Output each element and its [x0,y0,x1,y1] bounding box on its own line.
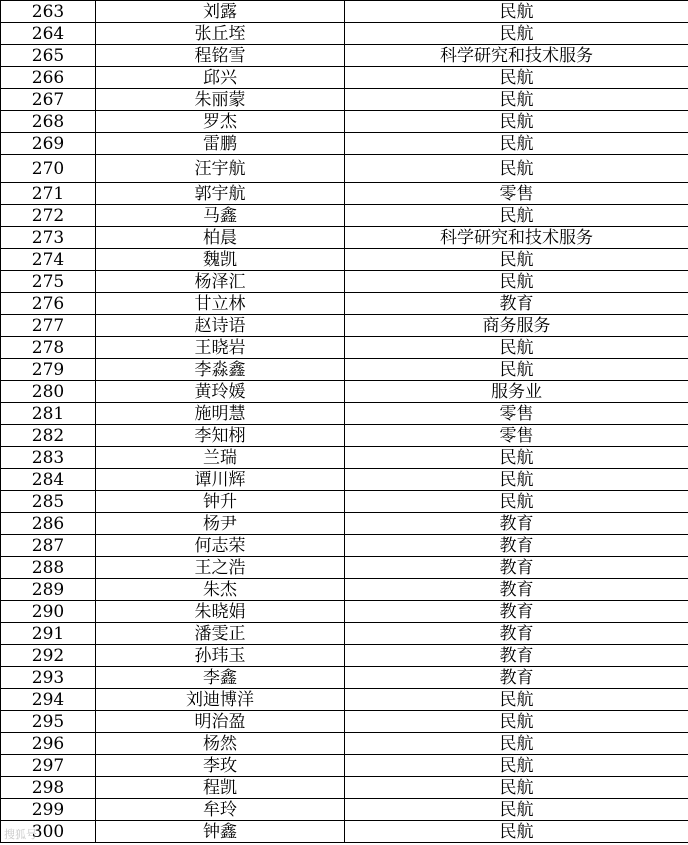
name-cell: 明治盈 [96,711,345,733]
row-number-cell: 277 [1,315,96,337]
table-row [1,821,688,843]
name-cell: 杨尹 [96,513,345,535]
table-row [1,183,688,205]
industry-cell: 民航 [345,777,688,799]
table-row [1,227,688,249]
table-row [1,381,688,403]
name-cell: 朱丽蒙 [96,89,345,111]
name-cell: 黄玲媛 [96,381,345,403]
table-row [1,689,688,711]
row-number-cell: 274 [1,249,96,271]
industry-cell: 科学研究和技术服务 [345,227,688,249]
row-number-cell: 288 [1,557,96,579]
table-row [1,755,688,777]
name-cell: 牟玲 [96,799,345,821]
name-cell: 魏凯 [96,249,345,271]
name-cell: 罗杰 [96,111,345,133]
industry-cell: 教育 [345,667,688,689]
industry-cell: 民航 [345,111,688,133]
industry-cell: 民航 [345,733,688,755]
industry-cell: 民航 [345,205,688,227]
industry-cell: 民航 [345,799,688,821]
name-cell: 潘雯正 [96,623,345,645]
name-cell: 邱兴 [96,67,345,89]
table-row [1,271,688,293]
table-row [1,111,688,133]
industry-cell: 民航 [345,337,688,359]
table-row [1,205,688,227]
table-row [1,799,688,821]
industry-cell: 服务业 [345,381,688,403]
name-cell: 钟升 [96,491,345,513]
name-cell: 程凯 [96,777,345,799]
name-cell: 朱晓娟 [96,601,345,623]
row-number-cell: 293 [1,667,96,689]
name-cell: 孙玮玉 [96,645,345,667]
industry-cell: 商务服务 [345,315,688,337]
industry-cell: 民航 [345,133,688,155]
table-row [1,557,688,579]
name-cell: 雷鹏 [96,133,345,155]
table-row [1,155,688,183]
name-cell: 汪宇航 [96,155,345,183]
row-number-cell: 270 [1,155,96,183]
industry-cell: 民航 [345,23,688,45]
row-number-cell: 300 [1,821,96,843]
table-row [1,337,688,359]
table-row [1,1,688,23]
name-cell: 马鑫 [96,205,345,227]
table-row [1,249,688,271]
table-row [1,667,688,689]
industry-cell: 零售 [345,403,688,425]
row-number-cell: 279 [1,359,96,381]
table-row [1,623,688,645]
table-row [1,579,688,601]
table-row [1,359,688,381]
name-cell: 兰瑞 [96,447,345,469]
table-row [1,733,688,755]
row-number-cell: 290 [1,601,96,623]
industry-cell: 教育 [345,293,688,315]
table-row [1,315,688,337]
industry-cell: 科学研究和技术服务 [345,45,688,67]
row-number-cell: 273 [1,227,96,249]
row-number-cell: 284 [1,469,96,491]
table-row [1,447,688,469]
industry-cell: 教育 [345,623,688,645]
table-row [1,403,688,425]
name-cell: 李鑫 [96,667,345,689]
row-number-cell: 275 [1,271,96,293]
industry-cell: 民航 [345,89,688,111]
row-number-cell: 278 [1,337,96,359]
row-number-cell: 286 [1,513,96,535]
row-number-cell: 265 [1,45,96,67]
row-number-cell: 282 [1,425,96,447]
industry-cell: 零售 [345,183,688,205]
industry-cell: 民航 [345,755,688,777]
industry-cell: 民航 [345,1,688,23]
name-cell: 李知栩 [96,425,345,447]
industry-cell: 教育 [345,579,688,601]
industry-cell: 民航 [345,271,688,293]
industry-cell: 民航 [345,711,688,733]
row-number-cell: 280 [1,381,96,403]
table-row [1,89,688,111]
table-row [1,777,688,799]
table-row [1,601,688,623]
table-row [1,513,688,535]
name-cell: 钟鑫 [96,821,345,843]
row-number-cell: 287 [1,535,96,557]
table-row [1,535,688,557]
industry-cell: 民航 [345,249,688,271]
name-cell: 杨然 [96,733,345,755]
row-number-cell: 281 [1,403,96,425]
name-cell: 王之浩 [96,557,345,579]
table-row [1,491,688,513]
table-row [1,23,688,45]
table-row [1,133,688,155]
table-row [1,711,688,733]
name-cell: 李玫 [96,755,345,777]
row-number-cell: 266 [1,67,96,89]
name-cell: 程铭雪 [96,45,345,67]
watermark: 搜狐号 [4,828,37,841]
industry-cell: 民航 [345,469,688,491]
industry-cell: 教育 [345,535,688,557]
industry-cell: 民航 [345,67,688,89]
industry-cell: 民航 [345,447,688,469]
table-row [1,645,688,667]
row-number-cell: 299 [1,799,96,821]
industry-cell: 教育 [345,601,688,623]
row-number-cell: 268 [1,111,96,133]
table-row [1,469,688,491]
industry-cell: 民航 [345,821,688,843]
table-row [1,293,688,315]
industry-cell: 民航 [345,155,688,183]
industry-cell: 民航 [345,689,688,711]
row-number-cell: 269 [1,133,96,155]
row-number-cell: 295 [1,711,96,733]
name-cell: 谭川辉 [96,469,345,491]
roster-table-body [1,1,688,843]
name-cell: 赵诗语 [96,315,345,337]
industry-cell: 教育 [345,645,688,667]
name-cell: 何志荣 [96,535,345,557]
row-number-cell: 285 [1,491,96,513]
industry-cell: 教育 [345,557,688,579]
name-cell: 朱杰 [96,579,345,601]
row-number-cell: 292 [1,645,96,667]
industry-cell: 教育 [345,513,688,535]
name-cell: 王晓岩 [96,337,345,359]
row-number-cell: 294 [1,689,96,711]
name-cell: 郭宇航 [96,183,345,205]
row-number-cell: 271 [1,183,96,205]
row-number-cell: 272 [1,205,96,227]
row-number-cell: 291 [1,623,96,645]
name-cell: 柏晨 [96,227,345,249]
industry-cell: 民航 [345,491,688,513]
name-cell: 张丘垤 [96,23,345,45]
name-cell: 刘露 [96,1,345,23]
table-row [1,45,688,67]
row-number-cell: 263 [1,1,96,23]
row-number-cell: 297 [1,755,96,777]
name-cell: 甘立林 [96,293,345,315]
row-number-cell: 267 [1,89,96,111]
table-row [1,67,688,89]
table-row [1,425,688,447]
name-cell: 李淼鑫 [96,359,345,381]
name-cell: 施明慧 [96,403,345,425]
row-number-cell: 264 [1,23,96,45]
row-number-cell: 289 [1,579,96,601]
name-cell: 刘迪博洋 [96,689,345,711]
industry-cell: 民航 [345,359,688,381]
row-number-cell: 283 [1,447,96,469]
name-cell: 杨泽汇 [96,271,345,293]
row-number-cell: 296 [1,733,96,755]
row-number-cell: 298 [1,777,96,799]
industry-cell: 零售 [345,425,688,447]
row-number-cell: 276 [1,293,96,315]
